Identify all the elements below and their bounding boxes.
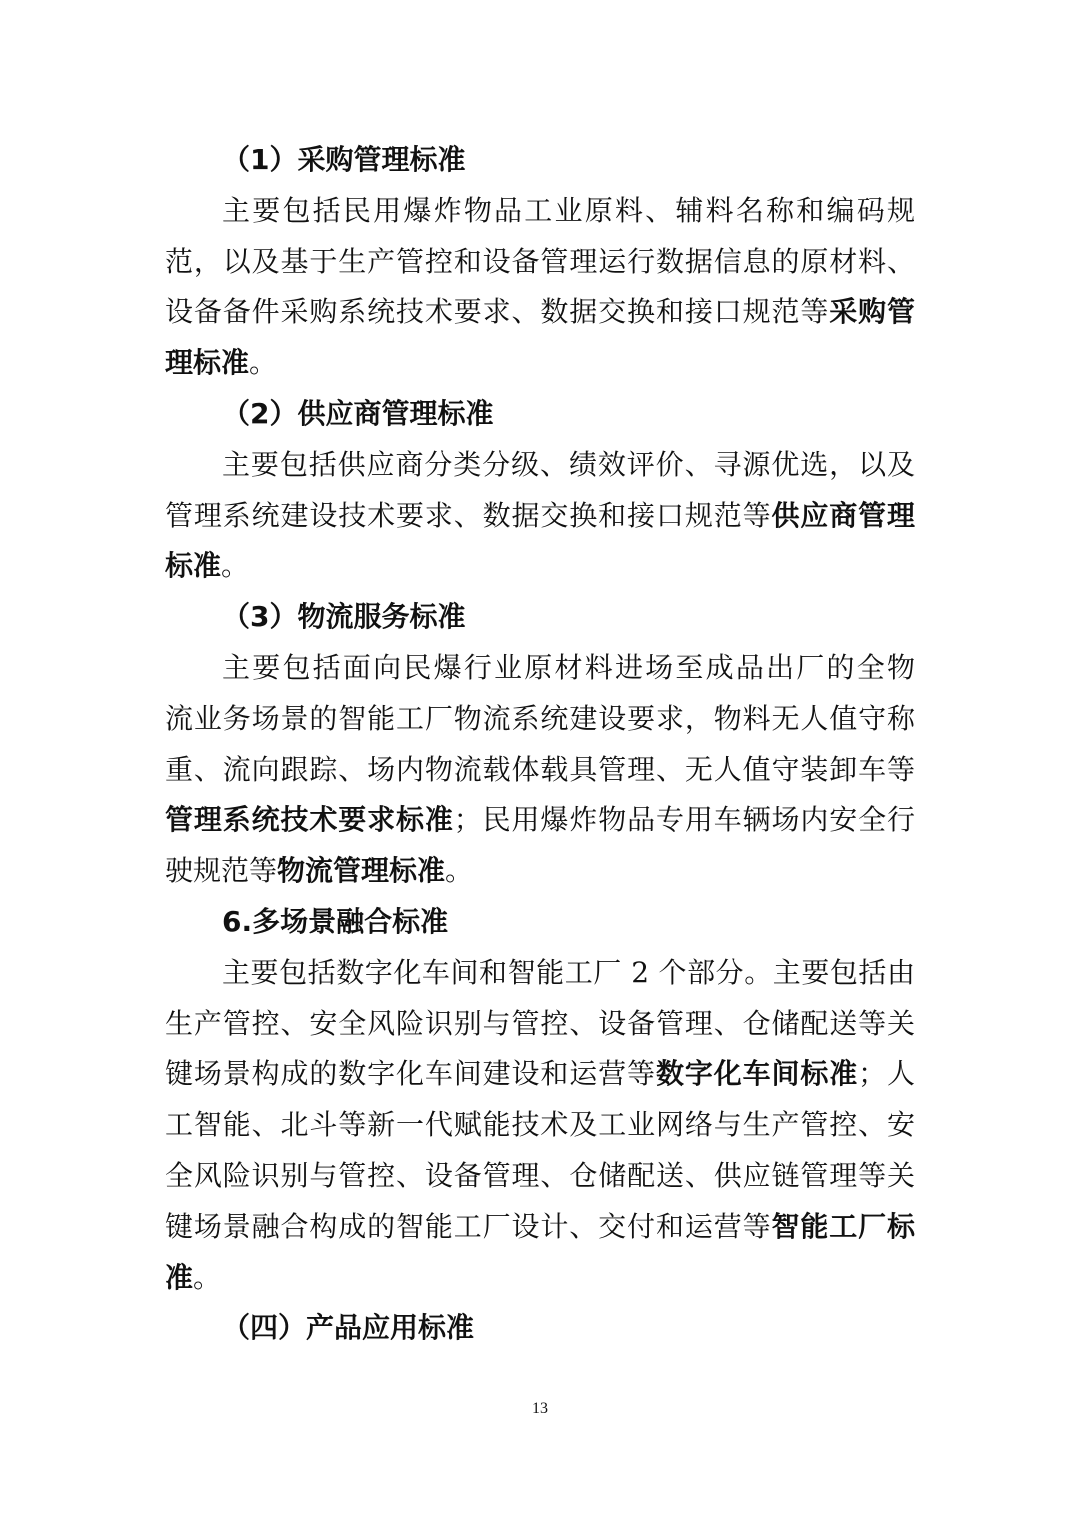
bold-term: 理标准 (165, 346, 250, 380)
paragraph-line: 设备备件采购系统技术要求、数据交换和接口规范等采购管 (165, 295, 915, 329)
paragraph-line: 键场景融合构成的智能工厂设计、交付和运营等智能工厂标 (165, 1209, 915, 1243)
paragraph-line: 生产管控、安全风险识别与管控、设备管理、仓储配送等关 (165, 1006, 915, 1040)
paragraph-line: 主要包括供应商分类分级、绩效评价、寻源优选，以及 (222, 447, 915, 481)
paragraph-line: 准。 (165, 1260, 222, 1294)
section-heading-supplier: （2）供应商管理标准 (222, 396, 494, 430)
paragraph-line: 范，以及基于生产管控和设备管理运行数据信息的原材料、 (165, 244, 915, 278)
paragraph-line: 管理系统建设技术要求、数据交换和接口规范等供应商管理 (165, 498, 915, 532)
paragraph-line: 主要包括民用爆炸物品工业原料、辅料名称和编码规 (222, 193, 915, 227)
paragraph-line: 驶规范等物流管理标准。 (165, 854, 474, 888)
bold-term: 标准 (165, 549, 222, 583)
section-heading-multiscene: 6.多场景融合标准 (222, 904, 449, 938)
bold-term: 准 (165, 1260, 194, 1294)
section-heading-logistics: （3）物流服务标准 (222, 600, 466, 634)
paragraph-line: 流业务场景的智能工厂物流系统建设要求，物料无人值守称 (165, 701, 915, 735)
bold-term: 智能工厂标 (771, 1209, 915, 1243)
bold-term: 采购管 (829, 295, 915, 329)
bold-term: 供应商管理 (771, 498, 915, 532)
paragraph-line: 键场景构成的数字化车间建设和运营等数字化车间标准；人 (165, 1057, 915, 1091)
paragraph-line: 理标准。 (165, 346, 278, 380)
paragraph-line: 工智能、北斗等新一代赋能技术及工业网络与生产管控、安 (165, 1108, 915, 1142)
bold-term: 数字化车间标准 (655, 1057, 859, 1091)
bold-term: 管理系统技术要求标准 (165, 803, 454, 837)
paragraph-line: 主要包括数字化车间和智能工厂 2 个部分。主要包括由 (222, 955, 915, 989)
bold-term: 物流管理标准 (277, 854, 446, 888)
section-heading-product: （四）产品应用标准 (222, 1311, 475, 1345)
paragraph-line: 管理系统技术要求标准；民用爆炸物品专用车辆场内安全行 (165, 803, 915, 837)
paragraph-line: 标准。 (165, 549, 250, 583)
paragraph-line: 全风险识别与管控、设备管理、仓储配送、供应链管理等关 (165, 1158, 915, 1192)
paragraph-line: 主要包括面向民爆行业原材料进场至成品出厂的全物 (222, 650, 915, 684)
section-heading-procurement: （1）采购管理标准 (222, 143, 466, 176)
paragraph-line: 重、流向跟踪、场内物流载体载具管理、无人值守装卸车等 (165, 752, 915, 786)
document-body (165, 135, 915, 1354)
page-number: 13 (532, 1400, 548, 1417)
